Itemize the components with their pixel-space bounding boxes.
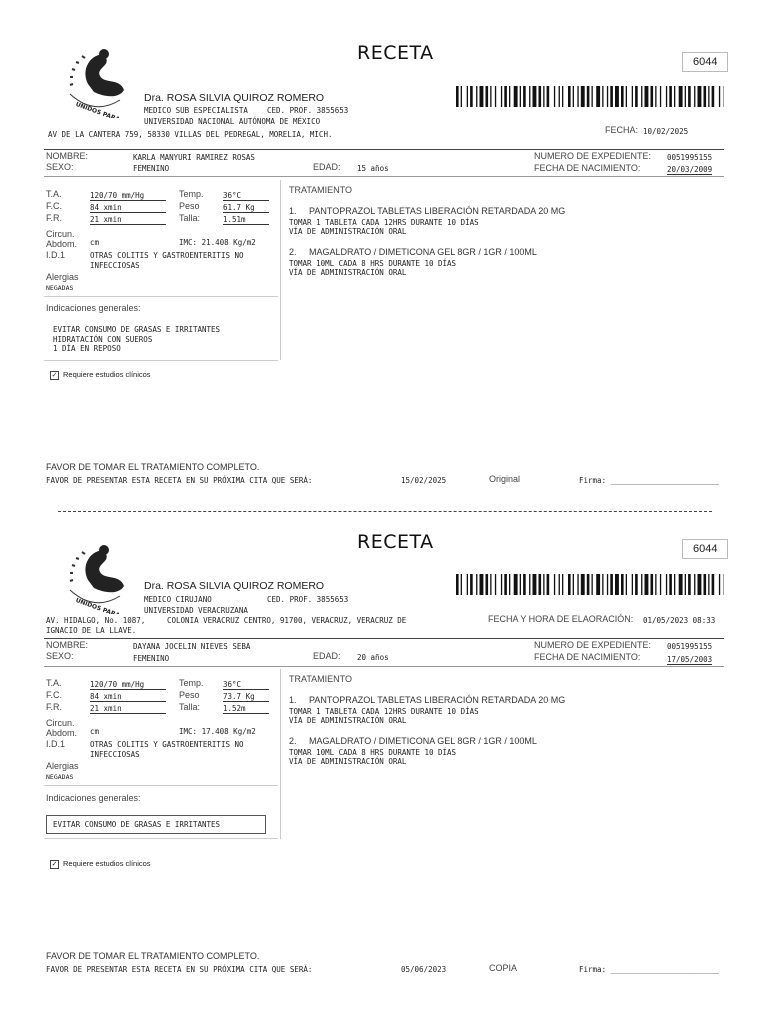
peso-label: Peso xyxy=(179,690,200,700)
signature-line: Firma: ________________________ xyxy=(579,476,719,485)
studies-checkbox-row[interactable] xyxy=(50,370,151,380)
dob-label: FECHA DE NACIMIENTO: xyxy=(534,163,641,173)
treatment-1: 1. PANTOPRAZOL TABLETAS LIBERACIÓN RETARDADA 20 MG xyxy=(289,206,566,216)
ta-label: T.A. xyxy=(46,678,62,688)
studies-label: Requiere estudios clínicos xyxy=(63,370,151,379)
doctor-university: UNIVERSIDAD VERACRUZANA xyxy=(144,606,248,615)
patient-name-label: NOMBRE: xyxy=(46,151,89,161)
diagnosis: OTRAS COLITIS Y GASTROENTERITIS NO INFECCIOSAS xyxy=(90,251,244,270)
footer-complete-treatment: FAVOR DE TOMAR EL TRATAMIENTO COMPLETO. xyxy=(46,462,260,472)
next-appointment-date: 15/02/2025 xyxy=(401,476,447,485)
date-value: 10/02/2025 xyxy=(643,127,689,136)
talla-label: Talla: xyxy=(179,213,201,223)
footer-complete-treatment: FAVOR DE TOMAR EL TRATAMIENTO COMPLETO. xyxy=(46,951,260,961)
copy-type: Original xyxy=(489,474,521,484)
treatment-label: TRATAMIENTO xyxy=(289,185,352,195)
checkbox-checked-icon[interactable]: ✓ xyxy=(51,371,58,379)
indication-item: EVITAR CONSUMO DE GRASAS E IRRITANTES xyxy=(53,325,221,334)
recipe-title: RECETA xyxy=(357,42,434,64)
patient-sex: FEMENINO xyxy=(133,654,170,663)
doctor-name: Dra. ROSA SILVIA QUIROZ ROMERO xyxy=(144,92,325,104)
ta-value: 120/70 mm/Hg xyxy=(90,680,166,690)
alergias-value: NEGADAS xyxy=(46,773,74,781)
temp-label: Temp. xyxy=(179,189,204,199)
doctor-cedula: CED. PROF. 3855653 xyxy=(267,106,349,115)
circ-value: cm xyxy=(90,727,100,736)
drug-name: PANTOPRAZOL TABLETAS LIBERACIÓN RETARDADA 20 MG xyxy=(309,695,566,705)
idx-label: I.D.1 xyxy=(46,250,66,260)
record-number: 0051995155 xyxy=(667,153,713,162)
date-label: FECHA: xyxy=(605,125,639,135)
cut-line xyxy=(58,511,712,512)
indications-list xyxy=(46,815,266,834)
doctor-name: Dra. ROSA SILVIA QUIROZ ROMERO xyxy=(144,580,325,592)
indication-item: 1 DÍA EN REPOSO xyxy=(53,344,121,353)
treatment-label: TRATAMIENTO xyxy=(289,674,352,684)
doctor-specialty: MEDICO CIRUJANO xyxy=(144,595,212,604)
date-value: 01/05/2023 08:33 xyxy=(643,616,716,625)
temp-value: 36°C xyxy=(223,680,269,690)
temp-value: 36°C xyxy=(223,191,269,201)
imc-value: IMC: 21.408 Kg/m2 xyxy=(179,238,256,247)
treatment-2-instructions: TOMAR 10ML CADA 8 HRS DURANTE 10 DÍAS VÍA DE ADMINISTRACIÓN ORAL xyxy=(289,259,457,277)
diagnosis: OTRAS COLITIS Y GASTROENTERITIS NO INFECCIOSAS xyxy=(90,740,244,759)
ta-label: T.A. xyxy=(46,189,62,199)
fc-value: 84 xmin xyxy=(90,203,166,213)
circ-label: Circun. Abdom. xyxy=(46,229,78,249)
patient-sex-label: SEXO: xyxy=(46,162,74,172)
treatment-1-instructions: TOMAR 1 TABLETA CADA 12HRS DURANTE 10 DÍAS VÍA DE ADMINISTRACIÓN ORAL xyxy=(289,218,479,236)
fc-label: F.C. xyxy=(46,201,63,211)
doctor-cedula: CED. PROF. 3855653 xyxy=(267,595,349,604)
indications-list xyxy=(53,325,220,354)
talla-label: Talla: xyxy=(179,702,201,712)
barcode xyxy=(456,574,724,595)
fr-value: 21 xmin xyxy=(90,704,166,714)
fr-label: F.R. xyxy=(46,702,63,712)
record-label: NUMERO DE EXPEDIENTE: xyxy=(534,640,652,650)
next-appointment-date: 05/06/2023 xyxy=(401,965,447,974)
checkbox-checked-icon[interactable]: ✓ xyxy=(51,860,58,868)
fr-label: F.R. xyxy=(46,213,63,223)
indication-item: EVITAR CONSUMO DE GRASAS E IRRITANTES xyxy=(53,820,221,829)
clinic-logo xyxy=(58,44,138,118)
circ-value: cm xyxy=(90,238,100,247)
dob-label: FECHA DE NACIMIENTO: xyxy=(534,652,641,662)
clinic-logo xyxy=(58,540,138,614)
peso-value: 61.7 Kg xyxy=(223,203,269,213)
ta-value: 120/70 mm/Hg xyxy=(90,191,166,201)
drug-name: MAGALDRATO / DIMETICONA GEL 8GR / 1GR / 100ML xyxy=(309,736,537,746)
talla-value: 1.51m xyxy=(223,215,269,225)
folio-number: 6044 xyxy=(682,539,728,559)
drug-name: PANTOPRAZOL TABLETAS LIBERACIÓN RETARDADA 20 MG xyxy=(309,206,566,216)
treatment-1: 1. PANTOPRAZOL TABLETAS LIBERACIÓN RETARDADA 20 MG xyxy=(289,695,566,705)
idx-label: I.D.1 xyxy=(46,739,66,749)
record-label: NUMERO DE EXPEDIENTE: xyxy=(534,151,652,161)
indication-item: HIDRATACIÓN CON SUEROS xyxy=(53,334,153,344)
barcode xyxy=(456,86,724,107)
circ-label: Circun. Abdom. xyxy=(46,718,78,738)
temp-label: Temp. xyxy=(179,678,204,688)
fc-value: 84 xmin xyxy=(90,692,166,702)
indications-label: Indicaciones generales: xyxy=(46,793,141,803)
studies-label: Requiere estudios clínicos xyxy=(63,859,151,868)
date-label: FECHA Y HORA DE ELAORACIÓN: xyxy=(488,614,634,624)
imc-value: IMC: 17.408 Kg/m2 xyxy=(179,727,256,736)
fr-value: 21 xmin xyxy=(90,215,166,225)
alergias-value: NEGADAS xyxy=(46,284,74,292)
patient-name: DAYANA JOCELIN NIEVES SEBA xyxy=(133,642,251,651)
indications-label: Indicaciones generales: xyxy=(46,303,141,313)
doctor-university: UNIVERSIDAD NACIONAL AUTÓNOMA DE MÉXICO xyxy=(144,117,321,126)
svg-text:UNIDOS PARA AYUDAR: UNIDOS PARA xyxy=(74,596,121,614)
dob-value: 17/05/2003 xyxy=(667,655,713,664)
doctor-address-a: AV. HIDALGO, No. 1087, xyxy=(46,616,146,625)
patient-age-label: EDAD: xyxy=(313,651,341,661)
treatment-2-instructions: TOMAR 10ML CADA 8 HRS DURANTE 10 DÍAS VÍA DE ADMINISTRACIÓN ORAL xyxy=(289,748,457,766)
folio-number: 6044 xyxy=(682,52,728,72)
peso-label: Peso xyxy=(179,201,200,211)
doctor-specialty: MEDICO SUB ESPECIALISTA xyxy=(144,106,248,115)
record-number: 0051995155 xyxy=(667,642,713,651)
doctor-address-b: COLONIA VERACRUZ CENTRO, 91700, VERACRUZ, VERACRUZ DE xyxy=(167,616,407,625)
doctor-address-c: IGNACIO DE LA LLAVE. xyxy=(46,626,137,635)
patient-name-label: NOMBRE: xyxy=(46,640,89,650)
treatment-2: 2. MAGALDRATO / DIMETICONA GEL 8GR / 1GR / 100ML xyxy=(289,736,537,746)
recipe-title: RECETA xyxy=(357,531,434,553)
treatment-1-instructions: TOMAR 1 TABLETA CADA 12HRS DURANTE 10 DÍAS VÍA DE ADMINISTRACIÓN ORAL xyxy=(289,707,479,725)
doctor-address: AV DE LA CANTERA 759, 58330 VILLAS DEL PEDREGAL, MORELIA, MICH. xyxy=(48,130,333,139)
footer-next-appointment: FAVOR DE PRESENTAR ESTA RECETA EN SU PRÓXIMA CITA QUE SERÁ: xyxy=(46,965,313,974)
peso-value: 73.7 Kg xyxy=(223,692,269,702)
patient-sex-label: SEXO: xyxy=(46,651,74,661)
alergias-label: Alergias xyxy=(46,761,79,771)
footer-next-appointment: FAVOR DE PRESENTAR ESTA RECETA EN SU PRÓXIMA CITA QUE SERÁ: xyxy=(46,476,313,485)
studies-checkbox-row[interactable] xyxy=(50,859,151,869)
patient-age-label: EDAD: xyxy=(313,162,341,172)
svg-text:UNIDOS PARA AYUDAR: UNIDOS PARA xyxy=(74,100,121,118)
dob-value: 20/03/2009 xyxy=(667,165,713,174)
fc-label: F.C. xyxy=(46,690,63,700)
patient-sex: FEMENINO xyxy=(133,164,170,173)
copy-type: COPIA xyxy=(489,963,518,973)
talla-value: 1.52m xyxy=(223,704,269,714)
signature-line: Firma: ________________________ xyxy=(579,965,719,974)
patient-age: 15 años xyxy=(357,164,389,173)
alergias-label: Alergias xyxy=(46,272,79,282)
patient-age: 20 años xyxy=(357,653,389,662)
treatment-2: 2. MAGALDRATO / DIMETICONA GEL 8GR / 1GR / 100ML xyxy=(289,247,537,257)
patient-name: KARLA MANYURI RAMIREZ ROSAS xyxy=(133,153,255,162)
drug-name: MAGALDRATO / DIMETICONA GEL 8GR / 1GR / 100ML xyxy=(309,247,537,257)
